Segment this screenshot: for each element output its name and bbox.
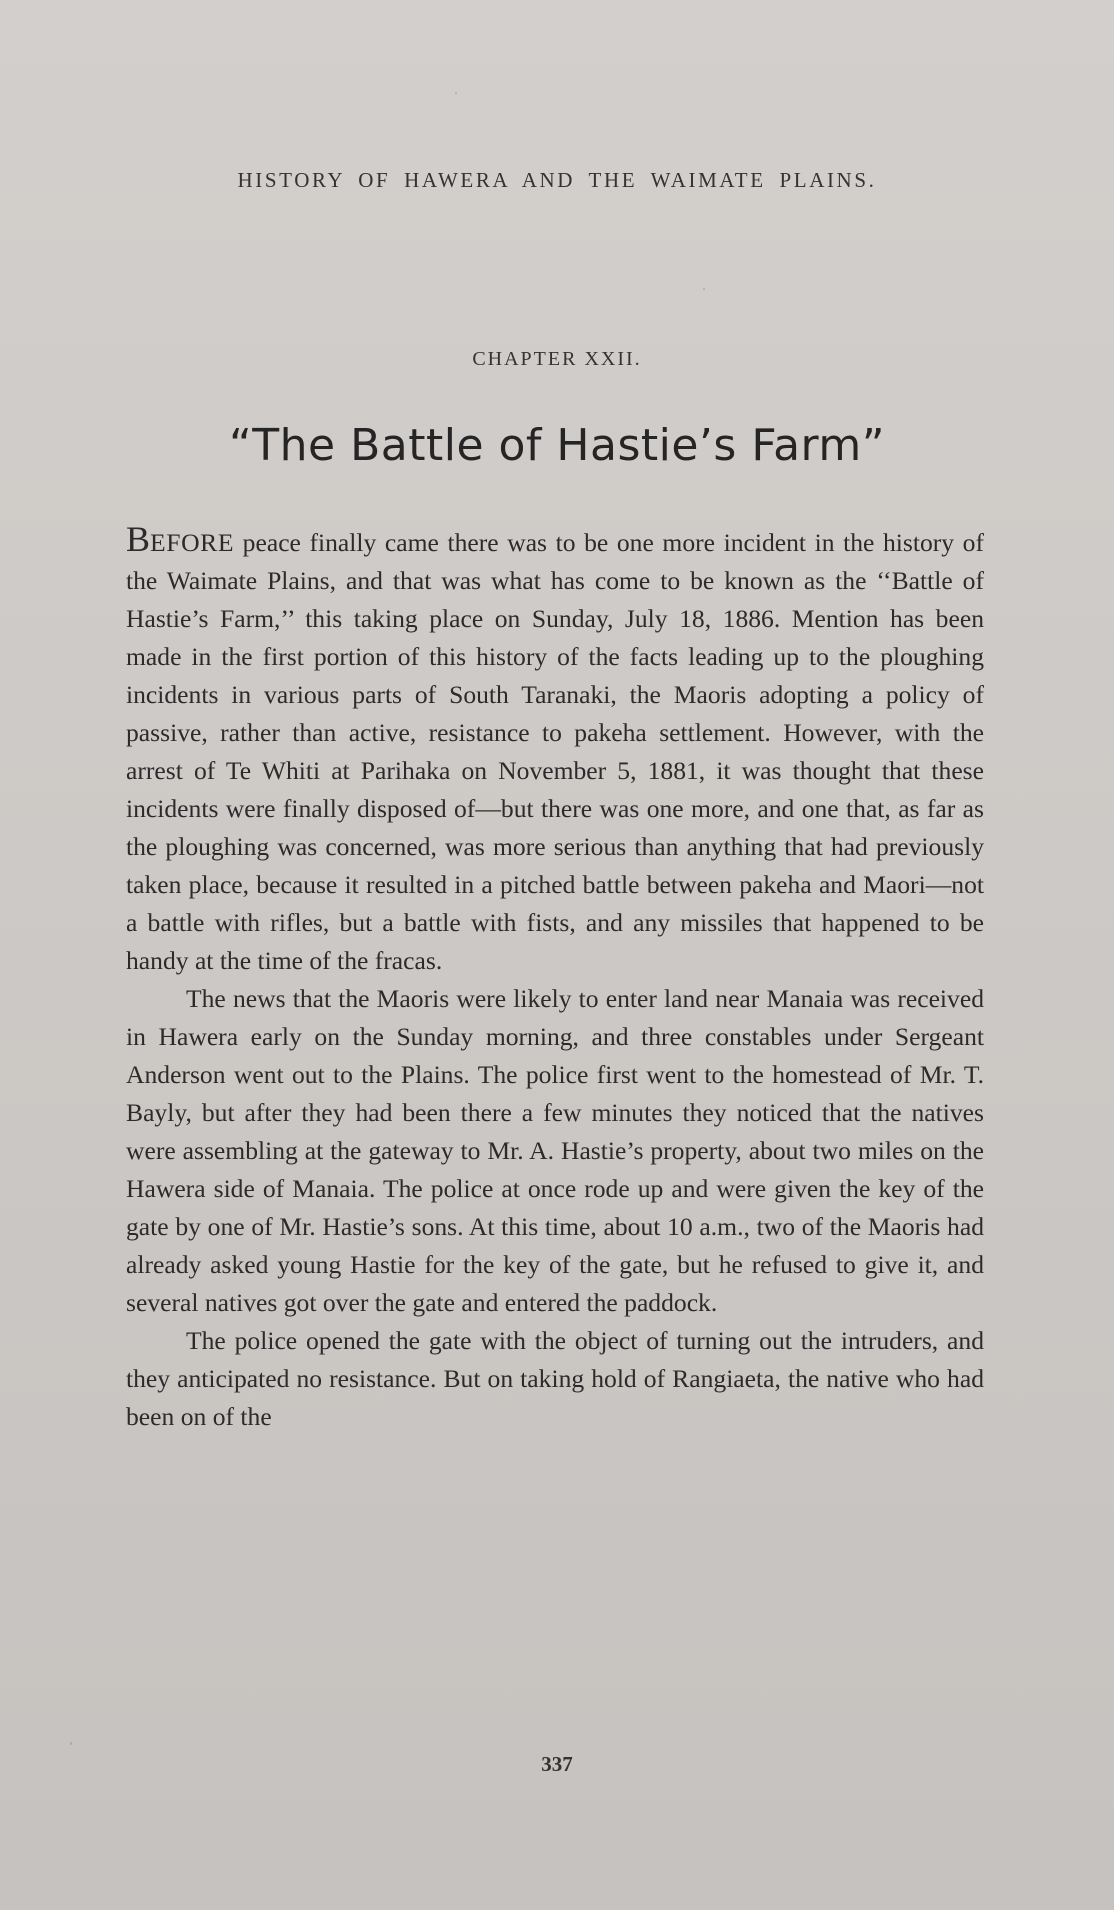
paper-fleck — [455, 92, 457, 94]
paragraph-3: The police opened the gate with the object of turning out the intruders, and they anticipated no resistance. But on taking hold of Rangiaeta, the native who had been on of the — [126, 1326, 984, 1431]
drop-cap: B — [126, 519, 151, 559]
paper-fleck — [703, 288, 705, 290]
paper-fleck — [70, 1742, 72, 1745]
small-caps-opening: EFORE — [150, 528, 235, 557]
running-head: HISTORY OF HAWERA AND THE WAIMATE PLAINS. — [237, 168, 877, 192]
page-number: 337 — [541, 1752, 573, 1776]
chapter-title: “The Battle of Hastie’s Farm” — [228, 420, 886, 471]
paragraph-1-text: peace finally came there was to be one more incident in the history of the Waimate Plains, and that was what has come to be known as the ‘‘Battle of Hastie’s Farm,’’ this taking place on Sunday, July 18, 1886. Mention has been made in the first portion of this history of the facts leading up to the ploughing incidents in various parts of South Taranaki, the Maoris adopting a policy of passive, rather than active, resistance to pakeha settlement. However, with the arrest of Te Whiti at Parihaka on November 5, 1881, it was thought that these incidents were finally disposed of—but there was one more, and one that, as far as the ploughing was concerned, was more serious than anything that had previously taken place, because it resulted in a pitched battle between pakeha and Maori—not a battle with rifles, but a battle with fists, and any missiles that happened to be handy at the time of the fracas. — [126, 528, 984, 975]
chapter-number: CHAPTER XXII. — [472, 348, 642, 370]
body-text — [126, 519, 984, 1436]
paragraph-1 — [126, 519, 984, 980]
paragraph-2: The news that the Maoris were likely to enter land near Manaia was received in Hawera early on the Sunday morning, and three constables under Sergeant Anderson went out to the Plains. The police first went to the homestead of Mr. T. Bayly, but after they had been there a few minutes they noticed that the natives were assembling at the gateway to Mr. A. Hastie’s property, about two miles on the Hawera side of Manaia. The police at once rode up and were given the key of the gate by one of Mr. Hastie’s sons. At this time, about 10 a.m., two of the Maoris had already asked young Hastie for the key of the gate, but he refused to give it, and several natives got over the gate and entered the paddock. — [126, 984, 984, 1317]
